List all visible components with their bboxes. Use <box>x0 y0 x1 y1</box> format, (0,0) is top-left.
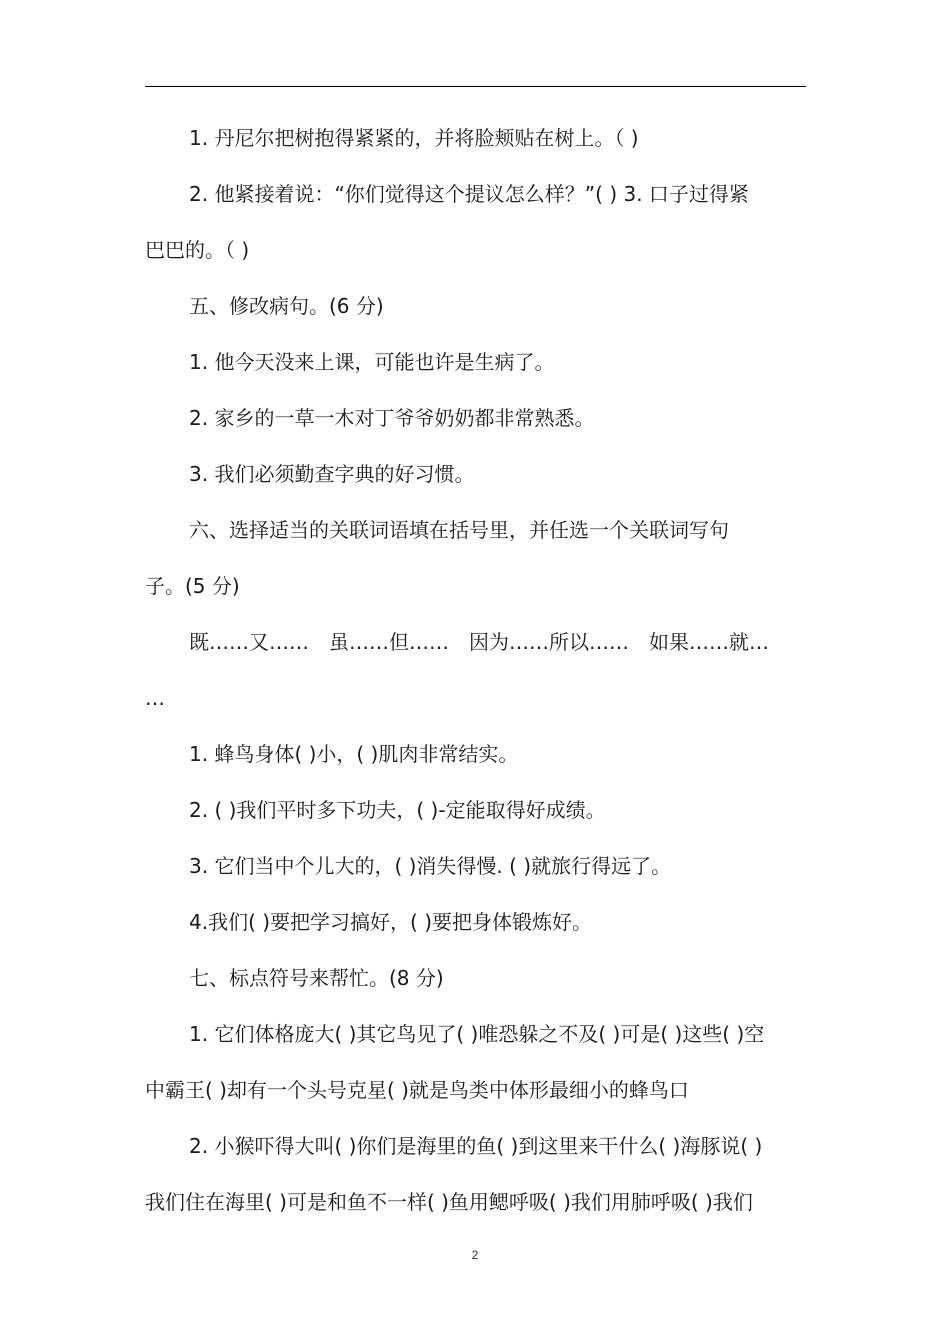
q7-item-2: 2. 小猴吓得大叫( )你们是海里的鱼( )到这里来干什么( )海豚说( ) <box>189 1134 763 1158</box>
header-rule <box>145 86 806 87</box>
conjunction-options-continued: … <box>145 686 165 710</box>
q5-item-1: 1. 他今天没来上课，可能也许是生病了。 <box>189 350 555 374</box>
q5-item-2: 2. 家乡的一草一木对丁爷爷奶奶都非常熟悉。 <box>189 406 595 430</box>
conjunction-options: 既……又…… 虽……但…… 因为……所以…… 如果……就… <box>189 630 769 654</box>
q4-item-1: 1. 丹尼尔把树抱得紧紧的，并将脸颊贴在树上。（ ) <box>189 126 639 150</box>
q6-item-4: 4.我们( )要把学习搞好，( )要把身体锻炼好。 <box>189 910 593 934</box>
page-number: 2 <box>471 1248 479 1262</box>
section-6-heading: 六、选择适当的关联词语填在括号里，并任选一个关联词写句 <box>189 518 729 542</box>
q5-item-3: 3. 我们必须勤查字典的好习惯。 <box>189 462 475 486</box>
q6-item-2: 2. ( )我们平时多下功夫，( )-定能取得好成绩。 <box>189 798 606 822</box>
q4-item-2: 2. 他紧接着说：“你们觉得这个提议怎么样？”( ) 3. 口子过得紧 <box>189 182 749 206</box>
q7-item-2-continued: 我们住在海里( )可是和鱼不一样( )鱼用鳃呼吸( )我们用肺呼吸( )我们 <box>145 1190 753 1214</box>
q7-item-1-continued: 中霸王( )却有一个头号克星( )就是鸟类中体形最细小的蜂鸟口 <box>145 1078 689 1102</box>
section-7-heading: 七、标点符号来帮忙。(8 分) <box>189 966 444 990</box>
section-6-heading-continued: 子。(5 分) <box>145 574 240 598</box>
document-body <box>145 110 806 1230</box>
q6-item-1: 1. 蜂鸟身体( )小，( )肌肉非常结实。 <box>189 742 519 766</box>
section-5-heading: 五、修改病句。(6 分) <box>189 294 384 318</box>
q6-item-3: 3. 它们当中个儿大的，( )消失得慢. ( )就旅行得远了。 <box>189 854 672 878</box>
q7-item-1: 1. 它们体格庞大( )其它鸟见了( )唯恐躲之不及( )可是( )这些( )空 <box>189 1022 765 1046</box>
q4-item-2-continued: 巴巴的。（ ) <box>145 238 250 262</box>
